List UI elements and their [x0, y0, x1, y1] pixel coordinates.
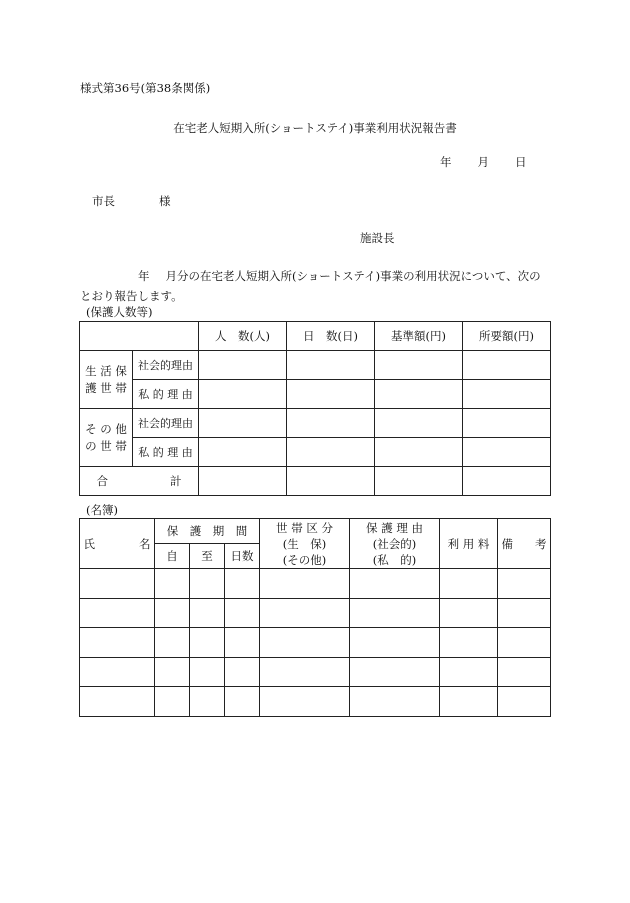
- input-cell[interactable]: [190, 569, 225, 599]
- input-cell[interactable]: [260, 657, 350, 687]
- input-cell[interactable]: [463, 351, 551, 380]
- statement-year: 年: [138, 269, 150, 283]
- table-row: [80, 438, 551, 467]
- input-cell[interactable]: [225, 657, 260, 687]
- group-welfare-line1: 生 活 保: [85, 363, 127, 378]
- report-statement: [80, 266, 550, 306]
- input-cell[interactable]: [190, 628, 225, 658]
- input-cell[interactable]: [287, 380, 375, 409]
- column-header-fee: 利 用 料: [440, 519, 498, 569]
- subgroup-private-reason: 私 的 理 由: [133, 380, 199, 409]
- section-label-roster: (名簿): [86, 503, 118, 517]
- subgroup-social-reason: 社会的理由: [133, 351, 199, 380]
- input-cell[interactable]: [80, 569, 155, 599]
- input-cell[interactable]: [260, 628, 350, 658]
- addressee: [92, 193, 171, 209]
- input-cell[interactable]: [375, 467, 463, 496]
- table-header-row: [80, 322, 551, 351]
- input-cell[interactable]: [190, 657, 225, 687]
- date-month: 月: [477, 155, 489, 169]
- document-title: 在宅老人短期入所(ショートステイ)事業利用状況報告書: [173, 121, 457, 135]
- input-cell[interactable]: [375, 351, 463, 380]
- column-header-reason: [350, 519, 440, 569]
- input-cell[interactable]: [375, 380, 463, 409]
- input-cell[interactable]: [260, 687, 350, 717]
- column-header-required-amount: 所要額(円): [463, 322, 551, 351]
- group-other-households: [80, 409, 133, 467]
- input-cell[interactable]: [440, 598, 498, 628]
- table-row: [80, 598, 551, 628]
- input-cell[interactable]: [463, 438, 551, 467]
- total-label-1: 合: [96, 474, 108, 488]
- column-header-from: 自: [155, 544, 190, 569]
- reason-header-3: (私 的): [372, 552, 417, 567]
- input-cell[interactable]: [80, 687, 155, 717]
- input-cell[interactable]: [190, 598, 225, 628]
- input-cell[interactable]: [463, 467, 551, 496]
- input-cell[interactable]: [350, 687, 440, 717]
- table-row: [80, 657, 551, 687]
- input-cell[interactable]: [225, 628, 260, 658]
- input-cell[interactable]: [80, 657, 155, 687]
- input-cell[interactable]: [260, 598, 350, 628]
- input-cell[interactable]: [225, 569, 260, 599]
- group-other-line2: の 世 帯: [85, 438, 127, 453]
- name-header-2: 名: [139, 536, 151, 551]
- statement-text: 月分の在宅老人短期入所(ショートステイ)事業の利用状況について、次のとおり報告します。: [80, 269, 541, 303]
- table-row: [80, 351, 551, 380]
- remarks-header-1: 備: [501, 536, 514, 551]
- date-day: 日: [515, 155, 527, 169]
- input-cell[interactable]: [199, 380, 287, 409]
- input-cell[interactable]: [350, 569, 440, 599]
- facility-director: 施設長: [360, 231, 395, 245]
- input-cell[interactable]: [199, 351, 287, 380]
- input-cell[interactable]: [350, 657, 440, 687]
- column-header-household: [260, 519, 350, 569]
- input-cell[interactable]: [260, 569, 350, 599]
- subgroup-social-reason: 社会的理由: [133, 409, 199, 438]
- section-label-protection: (保護人数等): [86, 305, 153, 319]
- name-header-1: 氏: [83, 536, 95, 551]
- input-cell[interactable]: [199, 438, 287, 467]
- household-header-3: (その他): [282, 552, 327, 567]
- household-header-1: 世 帯 区 分: [276, 520, 334, 535]
- column-header-base-amount: 基準額(円): [375, 322, 463, 351]
- column-header-to: 至: [190, 544, 225, 569]
- input-cell[interactable]: [350, 598, 440, 628]
- household-header-2: (生 保): [282, 536, 327, 551]
- input-cell[interactable]: [190, 687, 225, 717]
- input-cell[interactable]: [498, 598, 551, 628]
- input-cell[interactable]: [155, 569, 190, 599]
- input-cell[interactable]: [463, 409, 551, 438]
- group-other-line1: そ の 他: [85, 421, 127, 436]
- input-cell[interactable]: [440, 687, 498, 717]
- date-year: 年: [440, 155, 452, 169]
- input-cell[interactable]: [463, 380, 551, 409]
- total-row: [80, 467, 551, 496]
- group-welfare-line2: 護 世 帯: [85, 380, 127, 395]
- input-cell[interactable]: [375, 409, 463, 438]
- input-cell[interactable]: [498, 569, 551, 599]
- form-number: 様式第36号(第38条関係): [80, 81, 211, 95]
- honorific: 様: [159, 194, 171, 208]
- subgroup-private-reason: 私 的 理 由: [133, 438, 199, 467]
- input-cell[interactable]: [225, 687, 260, 717]
- input-cell[interactable]: [287, 351, 375, 380]
- protection-count-table: [79, 321, 551, 496]
- column-header-days: 日数: [225, 544, 260, 569]
- input-cell[interactable]: [225, 598, 260, 628]
- total-label-2: 計: [170, 474, 182, 488]
- input-cell[interactable]: [287, 409, 375, 438]
- input-cell[interactable]: [498, 657, 551, 687]
- table-row: [80, 687, 551, 717]
- column-header-days: 日 数(日): [287, 322, 375, 351]
- table-row: [80, 628, 551, 658]
- input-cell[interactable]: [350, 628, 440, 658]
- input-cell[interactable]: [287, 467, 375, 496]
- input-cell[interactable]: [440, 657, 498, 687]
- column-header-persons: 人 数(人): [199, 322, 287, 351]
- input-cell[interactable]: [375, 438, 463, 467]
- reason-header-2: (社会的): [372, 536, 417, 551]
- input-cell[interactable]: [80, 598, 155, 628]
- roster-header-row: [80, 519, 551, 544]
- input-cell[interactable]: [80, 628, 155, 658]
- input-cell[interactable]: [440, 628, 498, 658]
- input-cell[interactable]: [155, 628, 190, 658]
- input-cell[interactable]: [498, 628, 551, 658]
- input-cell[interactable]: [199, 409, 287, 438]
- input-cell[interactable]: [287, 438, 375, 467]
- column-header-period: 保 護 期 間: [155, 519, 260, 544]
- table-corner-cell: [80, 322, 199, 351]
- reason-header-1: 保 護 理 由: [366, 520, 424, 535]
- roster-table: [79, 518, 551, 717]
- date-line: [440, 154, 553, 170]
- column-header-name: [80, 519, 155, 569]
- table-row: [80, 380, 551, 409]
- input-cell[interactable]: [199, 467, 287, 496]
- input-cell[interactable]: [498, 687, 551, 717]
- total-label: [80, 467, 199, 496]
- input-cell[interactable]: [155, 598, 190, 628]
- table-row: [80, 409, 551, 438]
- remarks-header-2: 考: [535, 536, 547, 551]
- input-cell[interactable]: [155, 657, 190, 687]
- input-cell[interactable]: [155, 687, 190, 717]
- column-header-remarks: [498, 519, 551, 569]
- mayor-label: 市長: [92, 194, 115, 208]
- group-welfare-households: [80, 351, 133, 409]
- input-cell[interactable]: [440, 569, 498, 599]
- table-row: [80, 569, 551, 599]
